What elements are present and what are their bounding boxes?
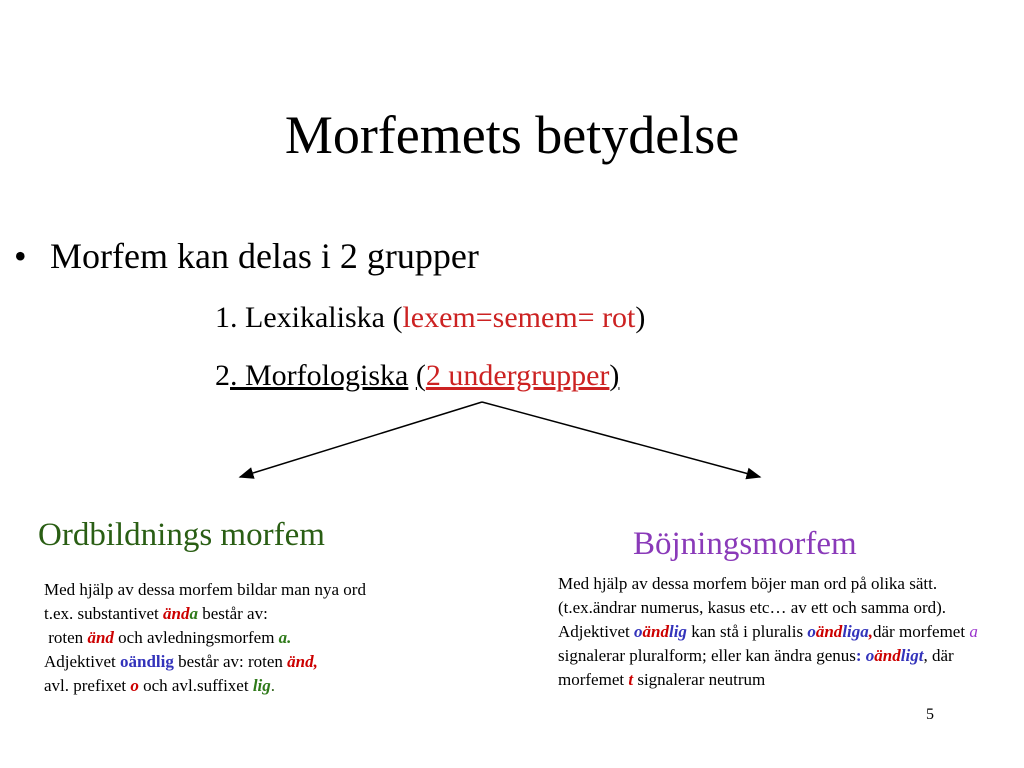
ordbildnings-description [44, 578, 464, 698]
item2-paren-close: ) [609, 359, 620, 392]
bullet-dot-icon: • [14, 236, 27, 276]
left-line-3: roten änd och avledningsmorfem a. [44, 628, 292, 647]
item2-paren-open: ( [415, 359, 426, 392]
page-number: 5 [926, 706, 934, 723]
left-line-1: Med hjälp av dessa morfem bildar man nya ord [44, 580, 366, 599]
slide-title: Morfemets betydelse [284, 105, 740, 165]
item2-highlight: 2 undergrupper [425, 359, 610, 392]
left-line-5: avl. prefixet o och avl.suffixet lig. [44, 676, 276, 695]
arrow-left [240, 402, 482, 477]
item1-lead: 1. Lexikaliska ( [215, 301, 403, 334]
item2-number: 2 [215, 359, 230, 392]
arrow-right [482, 402, 760, 477]
item1-tail: ) [635, 301, 646, 334]
bojnings-description: Med hjälp av dessa morfem böjer man ord på olika sätt. (t.ex.ändrar numerus, kasus etc… av ett och samma ord). Adjektivet oändlig kan stå i pluralis oändliga,där morfemet a signalerar pluralform; eller kan ändra genus: oändligt, där morfemet t signalerar neutrum [558, 574, 978, 689]
item2-label: . Morfologiska [230, 359, 409, 392]
bullet-text: Morfem kan delas i 2 grupper [50, 236, 479, 276]
ordbildnings-heading: Ordbildnings morfem [38, 517, 325, 553]
bojnings-heading: Böjningsmorfem [633, 526, 857, 562]
item1-highlight: lexem=semem= rot [402, 301, 636, 334]
left-line-4: Adjektivet oändlig består av: roten änd, [44, 652, 318, 671]
left-line-2: t.ex. substantivet ända består av: [44, 604, 268, 623]
